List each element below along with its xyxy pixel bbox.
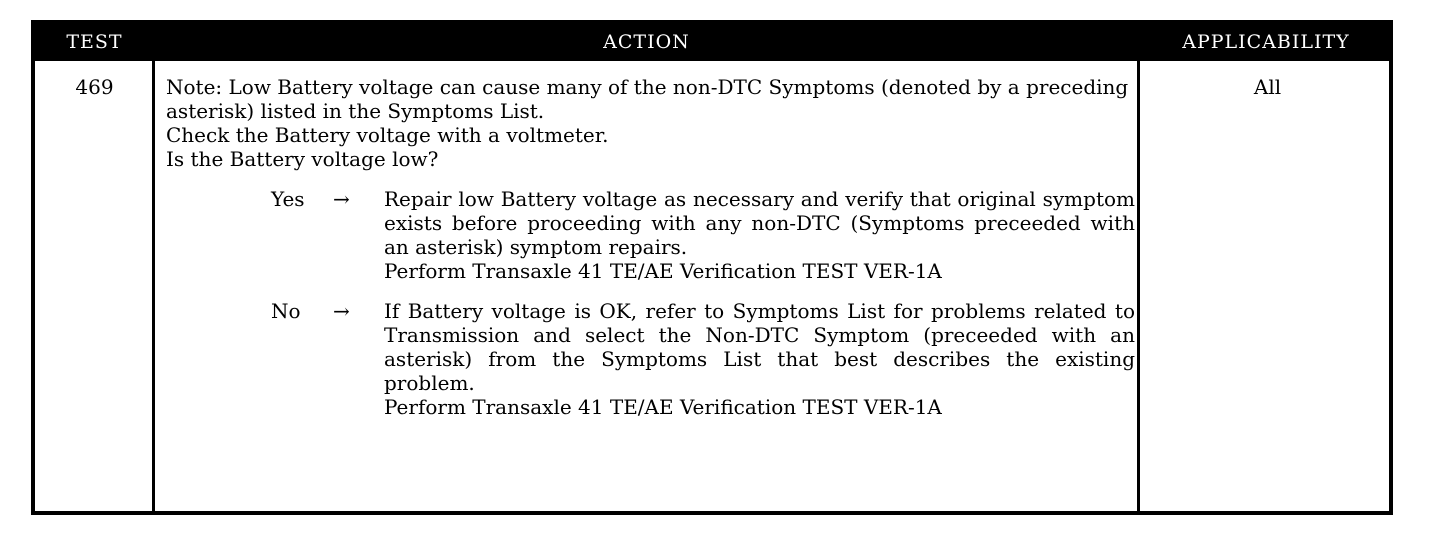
diagnostic-test-table (31, 20, 1393, 515)
column-divider (1137, 61, 1140, 511)
column-divider (152, 61, 155, 511)
header-applicability: APPLICABILITY (1182, 31, 1350, 53)
no-branch (166, 299, 1136, 419)
header-test: TEST (66, 31, 123, 53)
yes-label: Yes (271, 187, 305, 211)
no-perform: Perform Transaxle 41 TE/AE Verification TEST VER-1A (384, 395, 942, 419)
header-action: ACTION (603, 31, 690, 53)
no-label: No (271, 299, 301, 323)
right-arrow-icon: → (333, 187, 350, 211)
note-block (166, 75, 1136, 171)
note-line: Note: Low Battery voltage can cause many of the non-DTC Symptoms (denoted by a preceding asterisk) listed in the Symptoms List. (166, 75, 1129, 123)
note-line: Check the Battery voltage with a voltmeter. (166, 123, 609, 147)
yes-instruction: Repair low Battery voltage as necessary and verify that original symptom exists before proceeding with any non-DTC (Symptoms preceeded with an asterisk) symptom repairs. (384, 187, 1135, 259)
action-cell (166, 61, 1136, 419)
yes-branch (166, 187, 1136, 283)
no-text (384, 299, 1135, 419)
table-header (35, 24, 1389, 61)
applicability-value: All (1253, 75, 1282, 99)
test-number: 469 (75, 75, 114, 99)
note-line: Is the Battery voltage low? (166, 147, 439, 171)
no-instruction: If Battery voltage is OK, refer to Symptoms List for problems related to Transmission and select the Non-DTC Symptom (preceeded with an asterisk) from the Symptoms List that best describes the existing problem. (384, 299, 1135, 395)
right-arrow-icon: → (333, 299, 350, 323)
yes-perform: Perform Transaxle 41 TE/AE Verification TEST VER-1A (384, 259, 942, 283)
yes-text (384, 187, 1135, 283)
